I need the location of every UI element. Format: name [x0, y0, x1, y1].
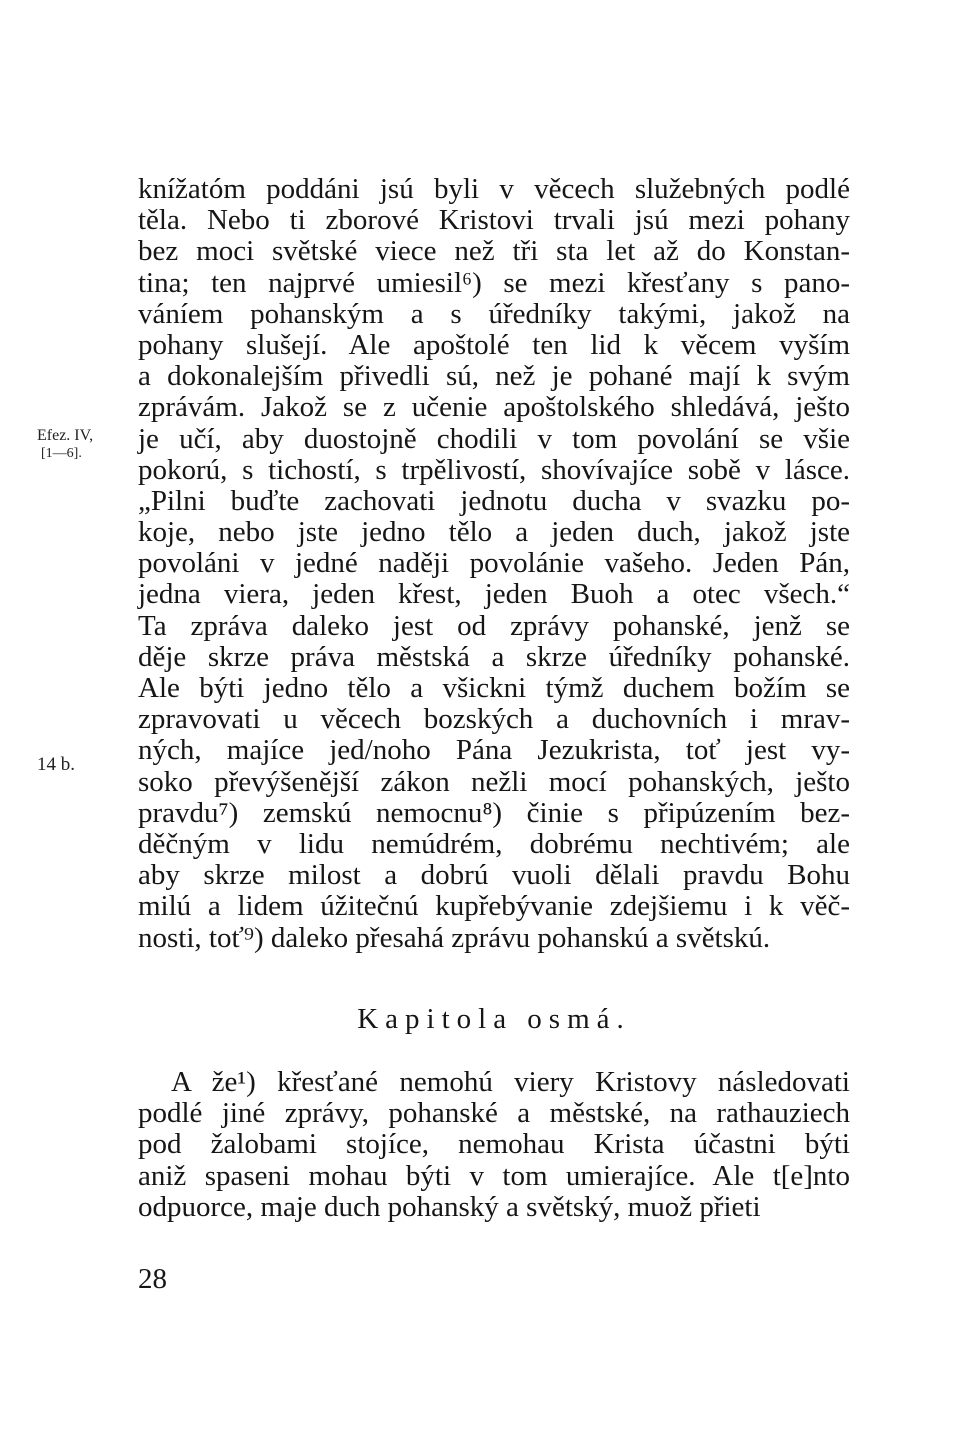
text-line: jedna viera, jeden křest, jeden Buoh a otec všech.“	[138, 578, 850, 611]
text-line: pokorú, s tichostí, s trpělivostí, shovívajíce sobě v lásce.	[138, 453, 850, 486]
text-line: je učí, aby duostojně chodili v tom povolání se všie	[138, 422, 850, 455]
margin-folio-marker: 14 b.	[37, 754, 75, 775]
margin-bible-verses: [1—6].	[41, 446, 82, 461]
chapter-heading: Kapitola osmá.	[357, 1003, 631, 1035]
text-line: A že¹) křesťané nemohú viery Kristovy následovati	[171, 1066, 850, 1098]
text-line: váníem pohanským a s úředníky takými, jakož na	[138, 297, 850, 330]
page-number: 28	[138, 1263, 167, 1295]
text-line: a dokonalejším přivedli sú, než je pohané mají k svým	[138, 360, 850, 393]
text-line: pravdu⁷) zemskú nemocnu⁸) činie s připúzením bez-	[138, 796, 850, 829]
text-line: pohany slušejí. Ale apoštolé ten lid k věcem vyším	[138, 328, 850, 361]
text-line: děčným v lidu nemúdrém, dobrému nechtivém; ale	[138, 827, 850, 860]
text-line: děje skrze práva městská a skrze úředníky pohanské.	[138, 640, 850, 673]
text-line: těla. Nebo ti zborové Kristovi trvali jsú mezi pohany	[138, 204, 850, 237]
text-line: Ta zpráva daleko jest od zprávy pohanské, jenž se	[138, 609, 850, 642]
text-line: soko převýšenější zákon nežli mocí pohanských, ješto	[138, 765, 850, 798]
text-line: knížatóm poddáni jsú byli v věcech služebných podlé	[138, 173, 850, 205]
text-line: zprávám. Jakož se z učenie apoštolského shledává, ješto	[138, 391, 850, 424]
text-line: „Pilni buďte zachovati jednotu ducha v svazku po-	[138, 484, 850, 517]
text-line: nosti, toť⁹) daleko přesahá zprávu pohanskú a světskú.	[138, 921, 771, 954]
text-line: pod žalobami stojíce, nemohau Krista účastni býti	[138, 1128, 850, 1161]
text-line: tina; ten najprvé umiesil⁶) se mezi křesťany s pano-	[138, 266, 850, 299]
text-line: aby skrze milost a dobrú vuoli dělali pravdu Bohu	[138, 859, 850, 892]
text-line: bez moci světské viece než tři sta let až do Konstan-	[138, 235, 850, 268]
text-line: Ale býti jedno tělo a všickni týmž duchem božím se	[138, 672, 850, 704]
paragraph-chapter-opening	[138, 1067, 850, 1223]
text-line: ných, majíce jed/noho Pána Jezukrista, toť jest vy-	[138, 734, 850, 767]
text-line: povoláni v jedné naději povolánie vašeho. Jeden Pán,	[138, 547, 850, 580]
paragraph-continued	[138, 174, 850, 954]
text-line: zpravovati u věcech bozských a duchovních i mrav-	[138, 703, 850, 736]
text-line: milú a lidem úžitečnú kupřebývanie zdejšiemu i k věč-	[138, 890, 850, 923]
text-line: podlé jiné zprávy, pohanské a městské, na rathauziech	[138, 1097, 850, 1130]
text-line: aniž spaseni mohau býti v tom umierajíce. Ale t[e]nto	[138, 1159, 850, 1192]
margin-bible-reference: Efez. IV,	[37, 427, 94, 444]
text-line: koje, nebo jste jedno tělo a jeden duch, jakož jste	[138, 516, 850, 549]
text-line: odpuorce, maje duch pohanský a světský, muož přieti	[138, 1190, 761, 1223]
